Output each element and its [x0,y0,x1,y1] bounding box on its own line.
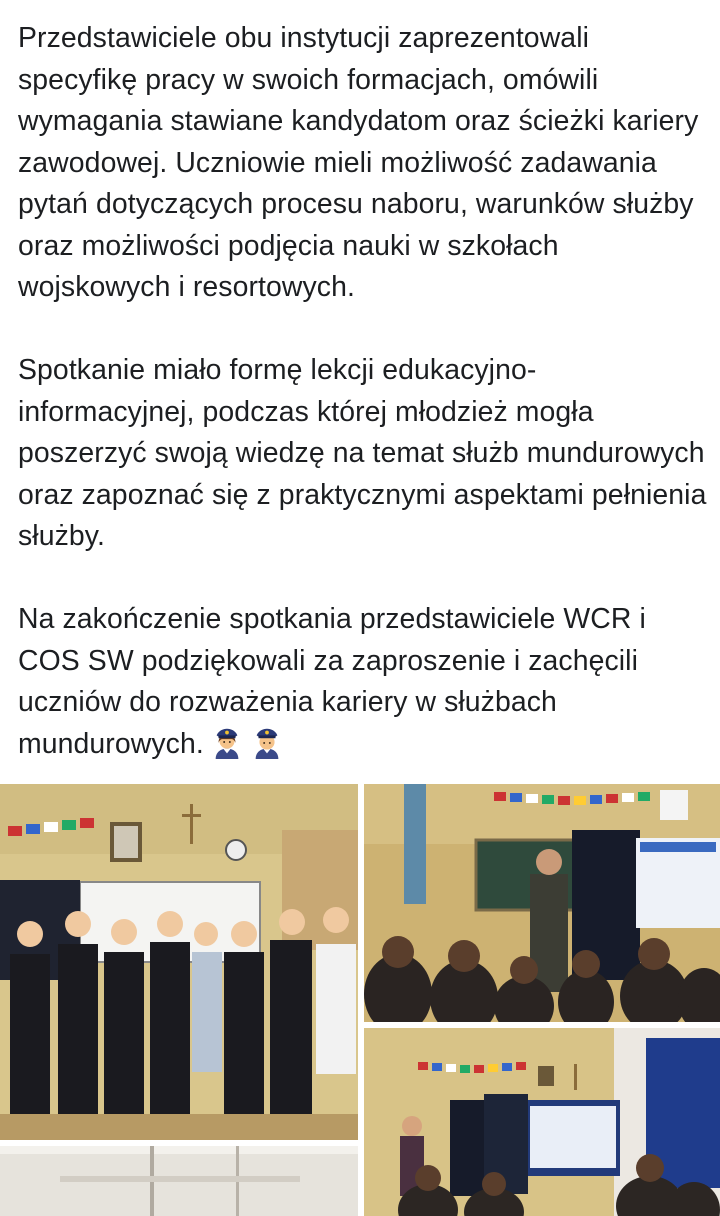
post-paragraph-3-text: Na zakończenie spotkania przedstawiciele WCR i COS SW podziękowali za zaproszenie i zachęcili uczniów do rozważenia kariery w służbach mundurowych. [18,603,646,760]
man-police-officer-emoji [250,725,284,759]
post-paragraph-1: Przedstawiciele obu instytucji zaprezentowali specyfikę pracy w swoich formacjach, omówili wymagania stawiane kandydatom oraz ścieżki kariery zawodowej. Uczniowie mieli możliwość zadawania pytań dotyczących procesu naboru, warunków służby oraz możliwości podjęcia nauki w szkołach wojskowych i resortowych. [18,22,699,303]
presentation-photo-officer[interactable] [364,784,720,1022]
post-text [18,18,708,765]
classroom-presentation-photo[interactable] [364,1028,720,1216]
post-paragraph-2: Spotkanie miało formę lekcji edukacyjno-informacyjnej, podczas której młodzież mogła poszerzyć swoją wiedzę na temat służb mundurowych oraz zapoznać się z praktycznymi aspektami pełnienia służby. [18,354,707,552]
ceiling-photo-partial[interactable] [0,1146,358,1216]
post-paragraph-3 [18,599,708,765]
woman-police-officer-emoji [210,725,244,759]
group-photo-students[interactable] [0,784,358,1140]
